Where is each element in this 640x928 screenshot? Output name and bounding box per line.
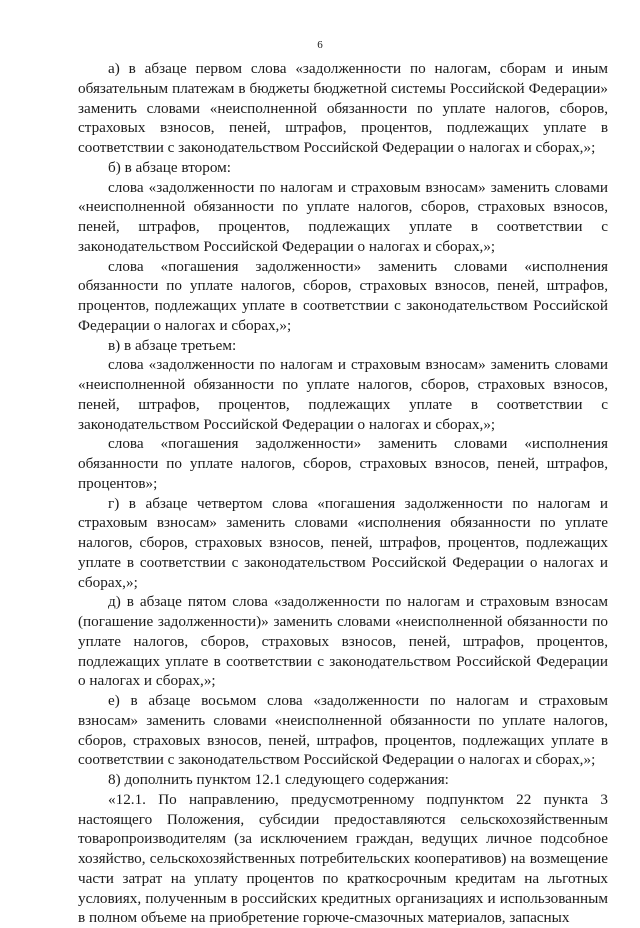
- paragraph-b-2: слова «погашения задолженности» заменить словами «исполнения обязанности по уплате налогов, сборов, страховых взносов, пеней, штрафов, процентов, подлежащих уплате в соответствии с законодательством Российской Федерации о налогах и сборах,»;: [78, 257, 608, 334]
- page-number: 6: [317, 39, 323, 51]
- paragraph-a: а) в абзаце первом слова «задолженности по налогам, сборам и иным обязательным платежам в бюджеты бюджетной системы Российской Федерации» заменить словами «неисполненной обязанности по уплате налогов, сборов, страховых взносов, пеней, штрафов, процентов, подлежащих уплате в соответствии с законодательством Российской Федерации о налогах и сборах,»;: [78, 60, 608, 156]
- paragraph-d: д) в абзаце пятом слова «задолженности по налогам и страховым взносам (погашение задолженности)» заменить словами «неисполненной обязанности по уплате налогов, сборов, страховых взносов, пеней, штрафов, процентов, подлежащих уплате в соответствии с законодательством Российской Федерации о налогах и сборах,»;: [78, 593, 608, 690]
- paragraph-e: е) в абзаце восьмом слова «задолженности по налогам и страховым взносам» заменить словами «неисполненной обязанности по уплате налогов, сборов, страховых взносов, пеней, штрафов, процентов, подлежащих уплате в соответствии с законодательством Российской Федерации о налогах и сборах,»;: [78, 692, 608, 769]
- paragraph-8: 8) дополнить пунктом 12.1 следующего содержания:: [108, 771, 449, 788]
- paragraph-v-heading: в) в абзаце третьем:: [108, 336, 237, 354]
- paragraph-b-heading: б) в абзаце втором:: [108, 158, 231, 176]
- paragraph-b-1: слова «задолженности по налогам и страховым взносам» заменить словами «неисполненной обязанности по уплате налогов, сборов, страховых взносов, пеней, штрафов, процентов, подлежащих уплате в соответствии с законодательством Российской Федерации о налогах и сборах,»;: [78, 178, 608, 255]
- paragraph-v-2: слова «погашения задолженности» заменить словами «исполнения обязанности по уплате налогов, сборов, страховых взносов, пеней, штрафов, процентов»;: [78, 435, 608, 492]
- paragraph-v-1: слова «задолженности по налогам и страховым взносам» заменить словами «неисполненной обязанности по уплате налогов, сборов, страховых взносов, пеней, штрафов, процентов, подлежащих уплате в соответствии с законодательством Российской Федерации о налогах и сборах,»;: [78, 356, 608, 433]
- document-body: [78, 59, 608, 928]
- paragraph-12-1: «12.1. По направлению, предусмотренному подпунктом 22 пункта 3 настоящего Положения, субсидии предоставляются сельскохозяйственным товаропроизводителям (за исключением граждан, ведущих личное подсобное хозяйство, сельскохозяйственных потребительских кооперативов) на возмещение части затрат на уплату процентов по краткосрочным кредитам на льготных условиях, полученным в российских кредитных организациях и использованным в полном объеме на приобретение горюче-смазочных материалов, запасных: [78, 790, 608, 927]
- paragraph-g: г) в абзаце четвертом слова «погашения задолженности по налогам и страховым взносам» заменить словами «исполнения обязанности по уплате налогов, сборов, страховых взносов, пеней, штрафов, процентов, подлежащих уплате в соответствии с законодательством Российской Федерации о налогах и сборах,»;: [78, 494, 608, 591]
